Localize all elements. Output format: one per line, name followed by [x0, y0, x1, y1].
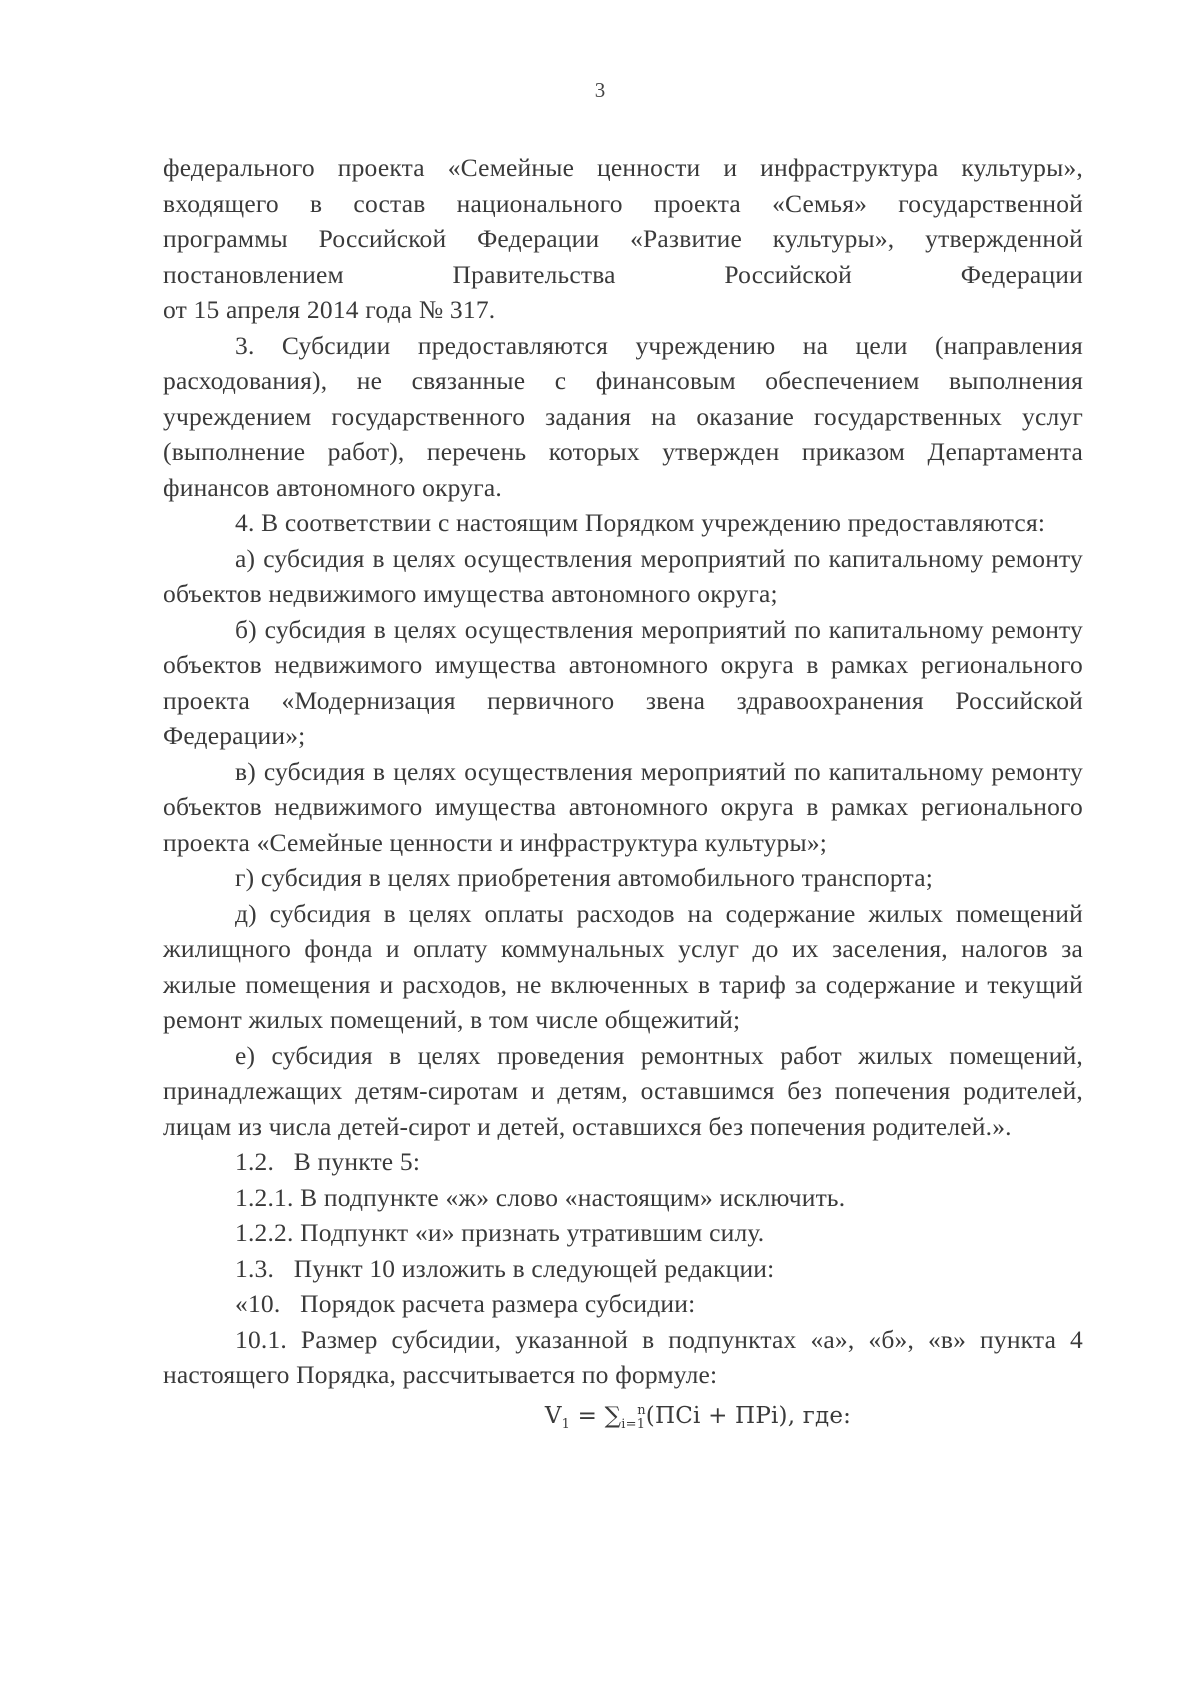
- formula-lhs-subscript: 1: [561, 1416, 571, 1432]
- subparagraph-v: в) субсидия в целях осуществления мероприятий по капитальному ремонту объектов недвижимого имущества автономного округа в рамках регионального проекта «Семейные ценности и инфраструктура культуры»;: [163, 756, 1083, 857]
- formula-sum-symbol: ∑: [604, 1402, 622, 1429]
- page-number: 3: [594, 78, 606, 102]
- paragraph-item-3: 3. Субсидии предоставляются учреждению на цели (направления расходования), не связанные с финансовым обеспечением выполнения учреждением государственного задания на оказание государственных услуг (выполнение работ), перечень которых утвержден приказом Департамента финансов автономного округа.: [163, 330, 1083, 502]
- paragraph-continuation: [163, 150, 1083, 328]
- subparagraph-b: б) субсидия в целях осуществления мероприятий по капитальному ремонту объектов недвижимого имущества автономного округа в рамках регионального проекта «Модернизация первичного звена здравоохранения Российской Федерации»;: [163, 614, 1083, 750]
- text-line: входящего в состав национального проекта «Семья» государственной: [163, 188, 1083, 218]
- amendment-1-2-1: 1.2.1. В подпункте «ж» слово «настоящим» исключить.: [235, 1182, 846, 1212]
- subparagraph-g: г) субсидия в целях приобретения автомобильного транспорта;: [235, 863, 933, 892]
- text-line: постановлением Правительства Российской Федерации: [163, 259, 1083, 289]
- text-line: от 15 апреля 2014 года № 317.: [163, 295, 496, 324]
- text-line: федерального проекта «Семейные ценности и инфраструктура культуры»,: [163, 153, 1083, 182]
- formula-equals: =: [570, 1402, 605, 1429]
- subparagraph-a: а) субсидия в целях осуществления мероприятий по капитальному ремонту объектов недвижимого имущества автономного округа;: [163, 543, 1083, 608]
- subparagraph-e: е) субсидия в целях проведения ремонтных работ жилых помещений, принадлежащих детям-сиротам и детям, оставшимся без попечения родителей, лицам из числа детей-сирот и детей, оставшихся без попечения родителей.».: [163, 1040, 1083, 1141]
- formula-body: (ПСi + ПРi): [645, 1402, 788, 1429]
- subsidy-formula: [163, 1393, 1083, 1442]
- formula-sum-lower: i=1: [621, 1416, 646, 1432]
- amendment-1-3: 1.3. Пункт 10 изложить в следующей редакции:: [235, 1253, 775, 1283]
- section-10-1: 10.1. Размер субсидии, указанной в подпунктах «а», «б», «в» пункта 4 настоящего Порядка, рассчитывается по формуле:: [163, 1324, 1083, 1389]
- paragraph-item-4: 4. В соответствии с настоящим Порядком учреждению предоставляются:: [235, 508, 1046, 537]
- section-10-title: «10. Порядок расчета размера субсидии:: [235, 1289, 696, 1318]
- formula-tail: , где:: [787, 1402, 852, 1429]
- document-body: [163, 150, 1083, 1442]
- subparagraph-d: д) субсидия в целях оплаты расходов на содержание жилых помещений жилищного фонда и оплату коммунальных услуг до их заселения, налогов за жилые помещения и расходов, не включенных в тариф за содержание и текущий ремонт жилых помещений, в том числе общежитий;: [163, 898, 1083, 1034]
- amendment-1-2-2: 1.2.2. Подпункт «и» признать утратившим силу.: [235, 1218, 765, 1247]
- formula-lhs: V: [544, 1402, 562, 1429]
- text-line: программы Российской Федерации «Развитие культуры», утвержденной: [163, 224, 1083, 253]
- formula-sum-upper: n: [637, 1402, 646, 1418]
- amendment-1-2: 1.2. В пункте 5:: [235, 1147, 421, 1176]
